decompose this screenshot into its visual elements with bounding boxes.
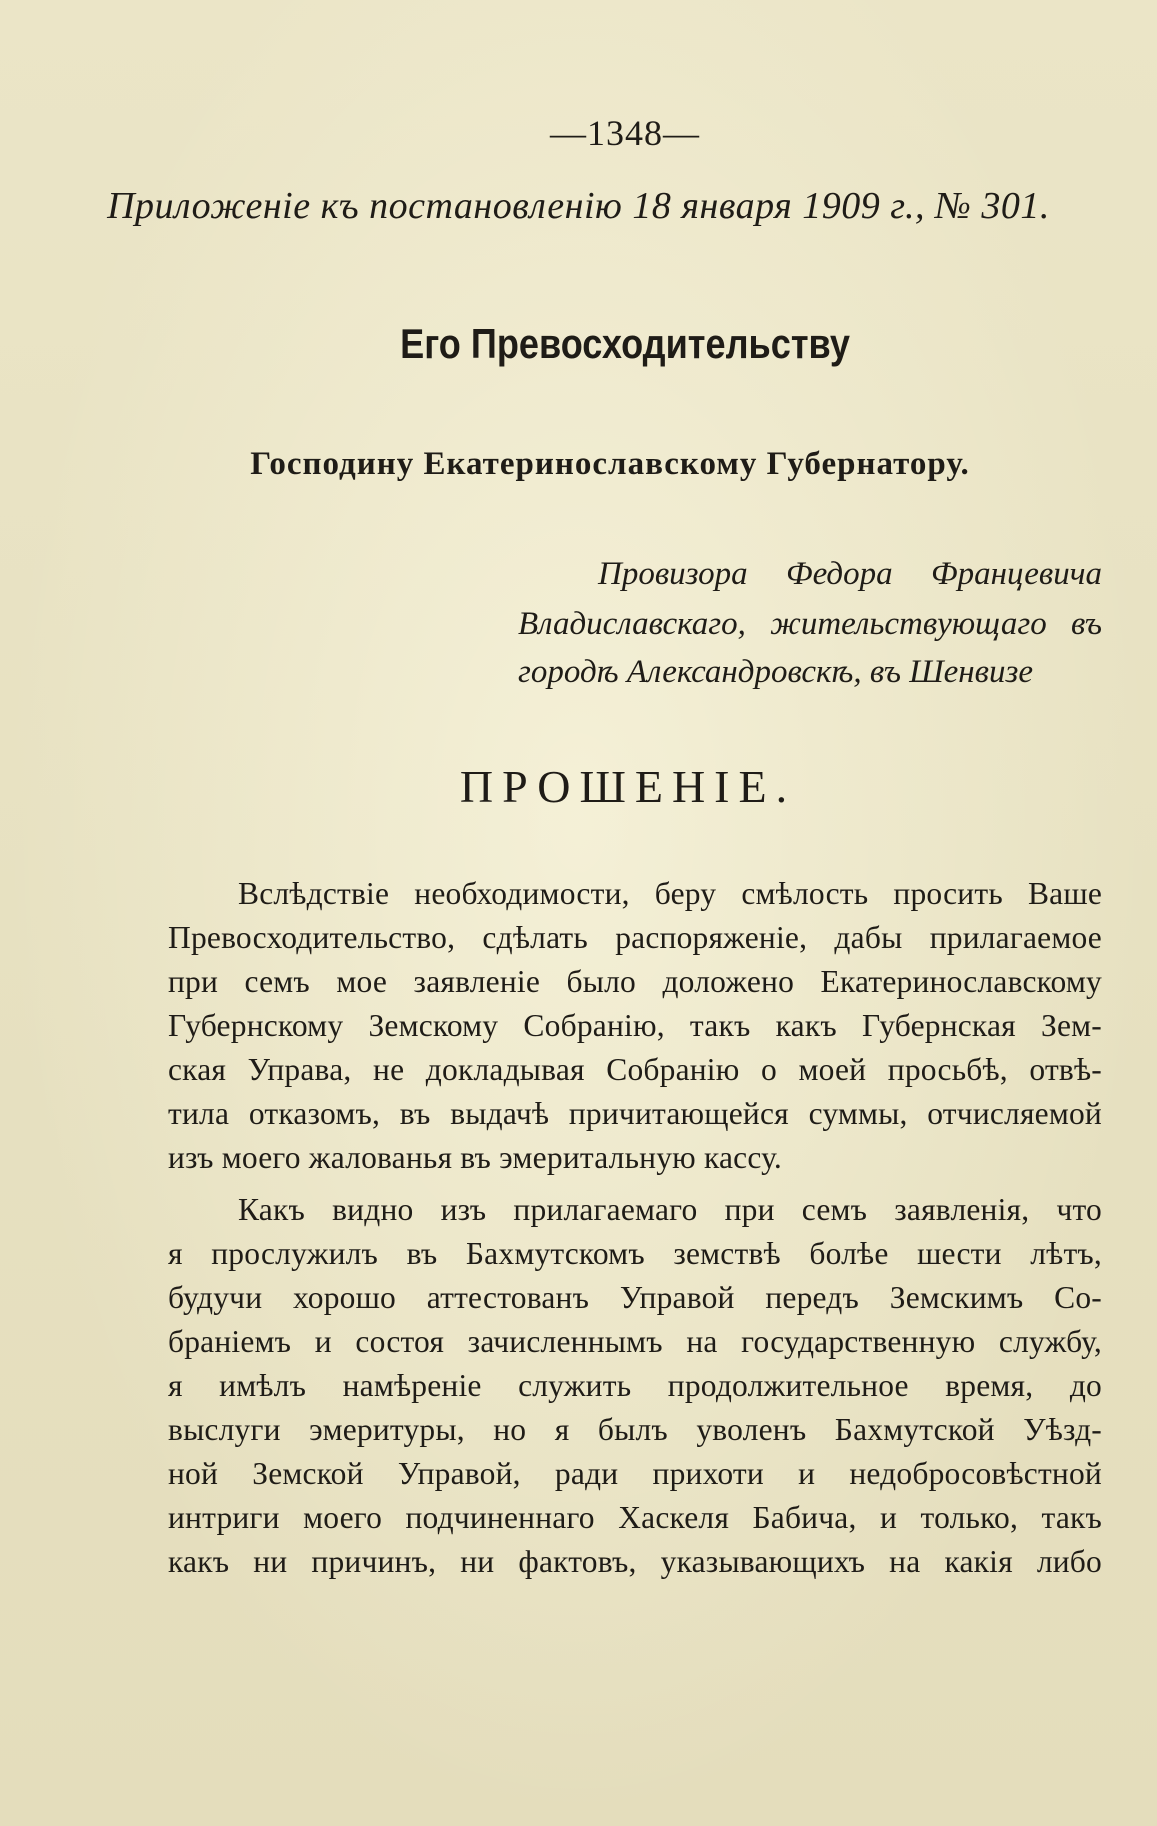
sender-line-3: городѣ Александровскѣ, въ Шенвизе bbox=[518, 654, 1033, 690]
addressee-line-2: Господину Екатеринославскому Губернатору. bbox=[250, 446, 970, 482]
body-line: тила отказомъ, въ выдачѣ причитающейся суммы, отчисляемой bbox=[168, 1096, 1102, 1131]
sender-line-1: Провизора Федора Францевича bbox=[598, 556, 1102, 592]
body-line: при семъ мое заявленіе было доложено Екатеринославскому bbox=[168, 964, 1102, 999]
sender-line-2: Владиславскаго, жительствующаго въ bbox=[518, 606, 1102, 642]
body-line: Какъ видно изъ прилагаемаго при семъ заявленія, что bbox=[238, 1192, 1102, 1227]
body-line: я прослужилъ въ Бахмутскомъ земствѣ болѣе шести лѣтъ, bbox=[168, 1236, 1102, 1271]
document-title: ПРОШЕНІЕ. bbox=[459, 761, 797, 812]
body-line: будучи хорошо аттестованъ Управой передъ Земскимъ Со- bbox=[168, 1280, 1102, 1315]
body-line: Превосходительство, сдѣлать распоряженіе, дабы прилагаемое bbox=[168, 920, 1102, 955]
body-line: я имѣлъ намѣреніе служить продолжительное время, до bbox=[168, 1368, 1102, 1403]
appendix-note: Приложеніе къ постановленію 18 января 1909 г., № 301. bbox=[107, 185, 1050, 227]
body-line: ская Управа, не докладывая Собранію о моей просьбѣ, отвѣ- bbox=[168, 1052, 1102, 1087]
addressee-line-1: Его Превосходительству bbox=[400, 320, 850, 367]
body-line: Губернскому Земскому Собранію, такъ какъ Губернская Зем- bbox=[168, 1008, 1102, 1043]
body-line: изъ моего жалованья въ эмеритальную кассу. bbox=[168, 1140, 783, 1175]
body-line: Вслѣдствіе необходимости, беру смѣлость просить Ваше bbox=[238, 876, 1102, 911]
body-line: какъ ни причинъ, ни фактовъ, указывающихъ на какія либо bbox=[168, 1544, 1102, 1579]
body-line: браніемъ и состоя зачисленнымъ на государственную службу, bbox=[168, 1324, 1102, 1359]
page-number: —1348— bbox=[550, 113, 700, 153]
body-line: выслуги эмеритуры, но я былъ уволенъ Бахмутской Уѣзд- bbox=[168, 1412, 1102, 1447]
body-line: интриги моего подчиненнаго Хаскеля Бабича, и только, такъ bbox=[168, 1500, 1102, 1535]
body-line: ной Земской Управой, ради прихоти и недобросовѣстной bbox=[168, 1456, 1102, 1491]
